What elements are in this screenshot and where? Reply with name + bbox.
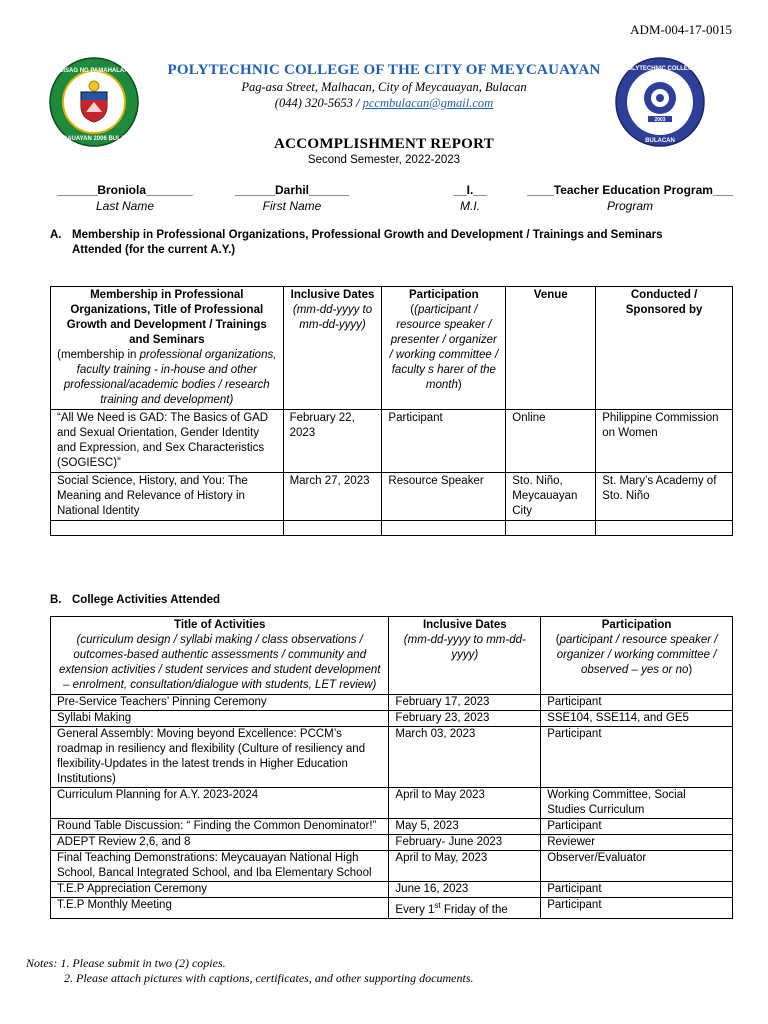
row-dates: March 27, 2023 [283, 473, 382, 521]
table-row [51, 473, 733, 521]
row-dates [389, 898, 541, 919]
section-a-heading [50, 228, 730, 258]
table-row [51, 898, 733, 919]
report-semester: Second Semester, 2022-2023 [307, 154, 461, 166]
empty-cell [506, 521, 596, 536]
row-participation: SSE104, SSE114, and GE5 [541, 711, 733, 727]
last-name-label: Last Name [95, 199, 155, 213]
row-sponsor: Philippine Commission on Women [596, 410, 733, 473]
svg-text:POLYTECHNIC COLLEGE: POLYTECHNIC COLLEGE [623, 66, 697, 72]
empty-cell [51, 521, 284, 536]
table-row [51, 727, 733, 788]
last-name-field [50, 183, 200, 213]
row-participation: Participant [382, 410, 506, 473]
row-participation: Working Committee, Social Studies Curriculum [541, 788, 733, 819]
table-row [51, 882, 733, 898]
table-a-header-title-bold: Membership in Professional Organizations, Title of Professional Growth and Development / Trainings and Seminars [66, 289, 267, 346]
row-title: Curriculum Planning for A.Y. 2023-2024 [51, 788, 389, 819]
middle-initial-label: M.I. [460, 199, 480, 213]
program-value: ____Teacher Education Program___ [527, 183, 733, 197]
table-a-header-sponsor-bold: Conducted / Sponsored by [625, 289, 703, 316]
last-name-value: ______Broniola_______ [57, 183, 193, 197]
section-a-title: Membership in Professional Organizations, Professional Growth and Development / Trainings and Seminars [72, 229, 663, 241]
row-title: Final Teaching Demonstrations: Meycauayan National High School, Bancal Integrated School, and Iba Elementary School [51, 851, 389, 882]
report-title: ACCOMPLISHMENT REPORT [273, 136, 495, 152]
table-a-header-title-note: professional organizations, faculty training - in-house and other professional/academic bodies / research training and development) [63, 349, 277, 406]
table-row [51, 851, 733, 882]
table-a-header-dates [283, 287, 382, 410]
table-row [51, 711, 733, 727]
svg-text:SAGISAG NG PAMAHALAANG: SAGISAG NG PAMAHALAANG [50, 68, 138, 74]
row-dates-pre: Every 1 [395, 903, 435, 916]
row-dates: May 5, 2023 [389, 819, 541, 835]
table-a-header-venue-bold: Venue [533, 289, 568, 301]
row-dates: February 22, 2023 [283, 410, 382, 473]
section-b-letter: B. [50, 594, 62, 606]
empty-cell [382, 521, 506, 536]
college-seal-bottom: BULACAN [645, 138, 675, 144]
row-venue: Sto. Niño, Meycauayan City [506, 473, 596, 521]
first-name-label: First Name [262, 199, 322, 213]
table-b-header-participation-note: participant / resource speaker / organizer / working committee / observed – yes or no [556, 634, 718, 676]
table-b-header-participation-bold: Participation [601, 619, 672, 631]
table-a-header-participation-close: ) [457, 379, 462, 391]
row-sponsor: St. Mary’s Academy of Sto. Niño [596, 473, 733, 521]
table-a-header-row [51, 287, 733, 410]
program-label: Program [606, 199, 653, 213]
table-b-header-participation [541, 617, 733, 695]
empty-cell [596, 521, 733, 536]
college-seal-year: 2003 [654, 117, 666, 123]
row-participation: Resource Speaker [382, 473, 506, 521]
note-line-1: Notes: 1. Please submit in two (2) copies. [26, 956, 226, 970]
row-dates-post: Friday of the [440, 903, 508, 916]
table-a-header-title [51, 287, 284, 410]
row-title: Pre-Service Teachers’ Pinning Ceremony [51, 695, 389, 711]
row-participation: Participant [541, 898, 733, 919]
row-title: T.E.P Appreciation Ceremony [51, 882, 389, 898]
row-title: “All We Need is GAD: The Basics of GAD and Sexual Orientation, Gender Identity and Expression, and Sex Characteristics (SOGIESC)” [51, 410, 284, 473]
table-a-header-participation-bold: Participation [409, 289, 479, 301]
row-participation: Participant [541, 819, 733, 835]
svg-text:MEYCAUAYAN 2006 BULACAN: MEYCAUAYAN 2006 BULACAN [49, 136, 139, 142]
table-a-header-dates-bold: Inclusive Dates [290, 289, 375, 301]
program-field [520, 183, 740, 213]
table-row [51, 819, 733, 835]
empty-cell [283, 521, 382, 536]
row-title: Social Science, History, and You: The Meaning and Relevance of History in National Identity [51, 473, 284, 521]
table-row [51, 788, 733, 819]
row-venue: Online [506, 410, 596, 473]
row-participation: Participant [541, 727, 733, 788]
table-b-header-dates [389, 617, 541, 695]
row-dates: February- June 2023 [389, 835, 541, 851]
row-title: Syllabi Making [51, 711, 389, 727]
college-email-link[interactable]: pccmbulacan@gmail.com [362, 96, 494, 110]
table-b-header-dates-bold: Inclusive Dates [422, 619, 507, 631]
row-title: Round Table Discussion: “ Finding the Common Denominator!” [51, 819, 389, 835]
table-b-header-title-note: (curriculum design / syllabi making / class observations / outcomes-based authentic assessments / community and extension activities / student services and student development – enrolment, consultation/dialogue with students, LET review) [58, 634, 381, 691]
college-name: POLYTECHNIC COLLEGE OF THE CITY OF MEYCAUAYAN [167, 62, 601, 78]
row-dates-sup: st [434, 901, 441, 910]
table-b-header-participation-close: ) [688, 664, 693, 676]
section-b-heading [50, 593, 220, 608]
row-dates: April to May, 2023 [389, 851, 541, 882]
table-a-header-dates-note: (mm-dd-yyyy to mm-dd-yyyy) [292, 304, 373, 331]
college-contact [0, 95, 768, 111]
first-name-field [222, 183, 362, 213]
middle-initial-field [440, 183, 500, 213]
college-activities-table [50, 616, 733, 919]
notes [26, 956, 474, 986]
row-participation: Reviewer [541, 835, 733, 851]
college-phone: (044) 320-5653 / [274, 96, 363, 110]
section-b-title: College Activities Attended [72, 594, 221, 606]
table-a-header-participation-note: (participant / resource speaker / presenter / organizer / working committee / faculty s harer of the month [389, 304, 499, 391]
table-a-header-sponsor [596, 287, 733, 410]
table-a-header-title-note-pre: (membership in [57, 349, 140, 361]
table-b-header-title-bold: Title of Activities [174, 619, 266, 631]
table-row [51, 695, 733, 711]
table-a-header-participation: Participation ((participant / resource speaker / presenter / organizer / working committee / faculty s harer of the month) [382, 287, 506, 410]
table-row [51, 835, 733, 851]
row-dates: June 16, 2023 [389, 882, 541, 898]
section-a-letter: A. [50, 229, 62, 241]
college-header [0, 62, 768, 111]
row-participation: Participant [541, 882, 733, 898]
row-participation: Observer/Evaluator [541, 851, 733, 882]
row-participation: Participant [541, 695, 733, 711]
table-b-header-row [51, 617, 733, 695]
note-line-2: 2. Please attach pictures with captions, certificates, and other supporting documents. [64, 971, 474, 985]
row-title: General Assembly: Moving beyond Excellence: PCCM’s roadmap in resiliency and flexibility (Culture of resiliency and flexibility-Updates in the latest trends in Higher Education Institutions) [51, 727, 389, 788]
college-address: Pag-asa Street, Malhacan, City of Meycauayan, Bulacan [241, 80, 527, 94]
table-a-header-venue [506, 287, 596, 410]
row-dates: April to May 2023 [389, 788, 541, 819]
table-b-header-participation-pre: ( [555, 634, 560, 646]
row-dates: February 23, 2023 [389, 711, 541, 727]
first-name-value: ______Darhil______ [234, 183, 350, 197]
section-a-title-line2: Attended (for the current A.Y.) [72, 244, 236, 256]
row-title: T.E.P Monthly Meeting [51, 898, 389, 919]
professional-growth-table [50, 286, 733, 536]
row-title: ADEPT Review 2,6, and 8 [51, 835, 389, 851]
table-b-header-dates-note: (mm-dd-yyyy to mm-dd-yyyy) [403, 634, 526, 661]
table-row [51, 410, 733, 473]
middle-initial-value: __I.__ [453, 183, 487, 197]
table-row-empty [51, 521, 733, 536]
row-dates: March 03, 2023 [389, 727, 541, 788]
table-b-header-title [51, 617, 389, 695]
row-dates: February 17, 2023 [389, 695, 541, 711]
document-code: ADM-004-17-0015 [630, 22, 732, 37]
